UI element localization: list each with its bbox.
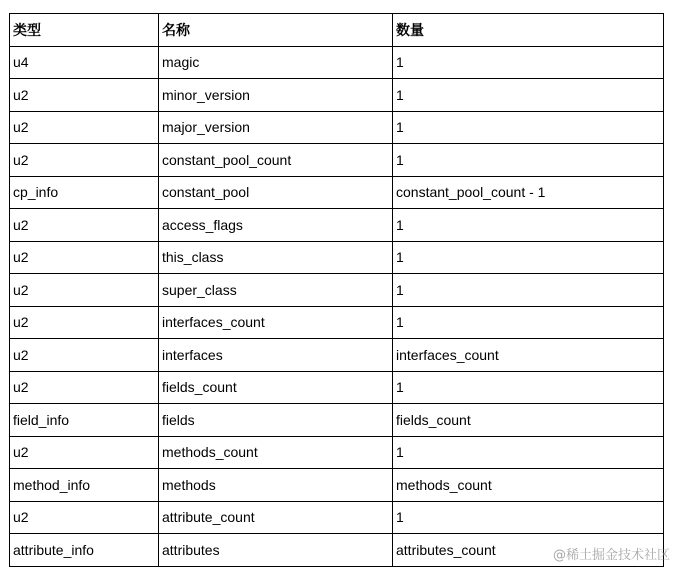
cell-name: fields xyxy=(159,404,393,437)
cell-count: interfaces_count xyxy=(393,339,664,372)
cell-type: attribute_info xyxy=(10,534,159,567)
table-row xyxy=(10,404,664,437)
cell-count: 1 xyxy=(393,306,664,339)
table-row xyxy=(10,111,664,144)
table-row xyxy=(10,501,664,534)
cell-count: 1 xyxy=(393,241,664,274)
cell-type: u2 xyxy=(10,209,159,242)
header-type: 类型 xyxy=(10,14,159,47)
table-row xyxy=(10,144,664,177)
cell-type: field_info xyxy=(10,404,159,437)
cell-name: methods_count xyxy=(159,436,393,469)
cell-type: method_info xyxy=(10,469,159,502)
cell-count: 1 xyxy=(393,371,664,404)
cell-name: access_flags xyxy=(159,209,393,242)
cell-count: fields_count xyxy=(393,404,664,437)
table-row xyxy=(10,209,664,242)
cell-type: u4 xyxy=(10,46,159,79)
cell-type: u2 xyxy=(10,371,159,404)
class-file-structure-table xyxy=(9,13,664,567)
cell-count: methods_count xyxy=(393,469,664,502)
cell-name: magic xyxy=(159,46,393,79)
cell-count: 1 xyxy=(393,436,664,469)
cell-name: super_class xyxy=(159,274,393,307)
cell-count: 1 xyxy=(393,209,664,242)
cell-type: u2 xyxy=(10,79,159,112)
table-row xyxy=(10,436,664,469)
cell-name: this_class xyxy=(159,241,393,274)
cell-type: u2 xyxy=(10,339,159,372)
cell-name: fields_count xyxy=(159,371,393,404)
cell-name: interfaces xyxy=(159,339,393,372)
cell-type: u2 xyxy=(10,111,159,144)
cell-type: u2 xyxy=(10,436,159,469)
cell-type: cp_info xyxy=(10,176,159,209)
cell-type: u2 xyxy=(10,144,159,177)
cell-name: major_version xyxy=(159,111,393,144)
cell-name: constant_pool xyxy=(159,176,393,209)
cell-count: 1 xyxy=(393,501,664,534)
table-row xyxy=(10,469,664,502)
cell-count: 1 xyxy=(393,274,664,307)
cell-name: attributes xyxy=(159,534,393,567)
cell-type: u2 xyxy=(10,274,159,307)
table-row xyxy=(10,306,664,339)
watermark: @稀土掘金技术社区 xyxy=(552,548,670,563)
cell-type: u2 xyxy=(10,306,159,339)
cell-type: u2 xyxy=(10,241,159,274)
table-row xyxy=(10,46,664,79)
table-row xyxy=(10,79,664,112)
table-row xyxy=(10,339,664,372)
cell-name: interfaces_count xyxy=(159,306,393,339)
cell-name: minor_version xyxy=(159,79,393,112)
cell-count: constant_pool_count - 1 xyxy=(393,176,664,209)
cell-type: u2 xyxy=(10,501,159,534)
table-row xyxy=(10,241,664,274)
table-body xyxy=(10,46,664,566)
cell-name: constant_pool_count xyxy=(159,144,393,177)
cell-name: attribute_count xyxy=(159,501,393,534)
table-row xyxy=(10,371,664,404)
cell-count: 1 xyxy=(393,46,664,79)
table-header-row xyxy=(10,14,664,47)
header-name: 名称 xyxy=(159,14,393,47)
cell-name: methods xyxy=(159,469,393,502)
header-count: 数量 xyxy=(393,14,664,47)
table-row xyxy=(10,274,664,307)
cell-count: 1 xyxy=(393,111,664,144)
cell-count: attributes_count xyxy=(393,534,664,567)
cell-count: 1 xyxy=(393,79,664,112)
cell-count: 1 xyxy=(393,144,664,177)
table-row xyxy=(10,176,664,209)
